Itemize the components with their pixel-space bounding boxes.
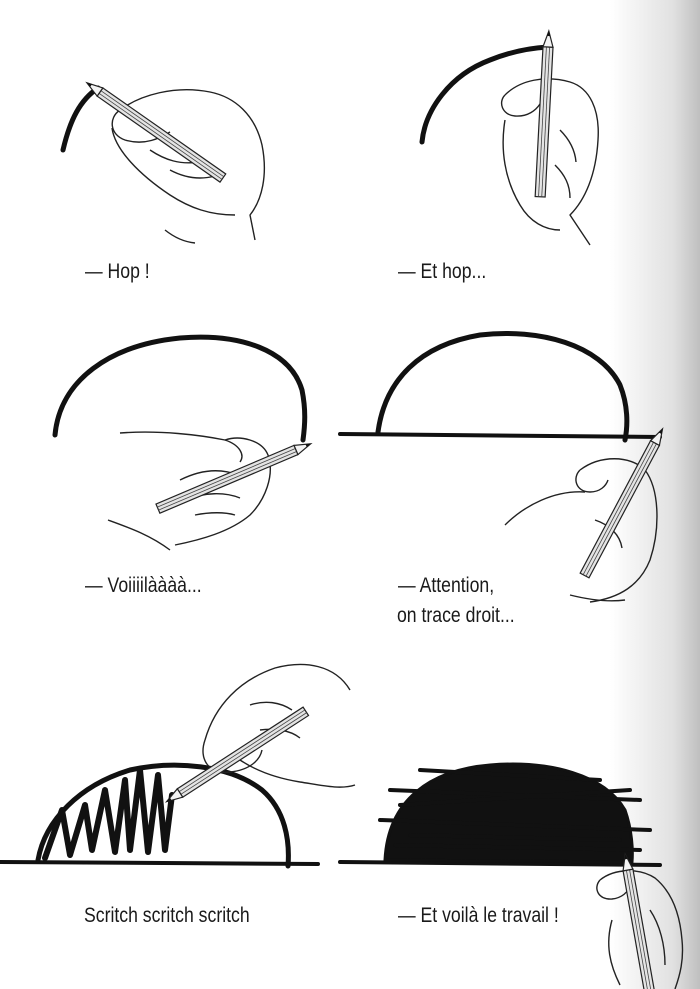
arc-stroke <box>422 47 548 142</box>
scribble-fill <box>45 770 172 858</box>
caption-panel-5: Scritch scritch scritch <box>84 904 250 927</box>
pencil-icon <box>535 31 554 197</box>
panel-4-drawing <box>340 333 667 602</box>
baseline-stroke <box>340 434 660 437</box>
pencil-icon <box>620 853 659 989</box>
caption-panel-3: — Voiiiilàààà... <box>85 574 202 597</box>
caption-panel-6: — Et voilà le travail ! <box>398 904 559 927</box>
panel-5-drawing <box>0 664 355 866</box>
panel-1-drawing <box>63 79 264 243</box>
panel-6-drawing <box>340 764 683 989</box>
arc-stroke <box>55 337 305 440</box>
pencil-icon <box>580 427 667 578</box>
panel-3-drawing <box>55 337 313 550</box>
caption-panel-1: — Hop ! <box>85 260 150 283</box>
arc-stroke <box>63 88 98 150</box>
pencil-icon <box>164 707 309 806</box>
baseline-stroke <box>0 862 318 864</box>
arc-stroke <box>378 333 627 440</box>
caption-panel-2: — Et hop... <box>398 260 487 283</box>
caption-panel-4-line-1: — Attention, <box>398 574 495 597</box>
panel-2-drawing <box>422 31 598 245</box>
caption-panel-4-line-2: on trace droit... <box>397 604 515 627</box>
pencil-icon <box>156 439 313 513</box>
